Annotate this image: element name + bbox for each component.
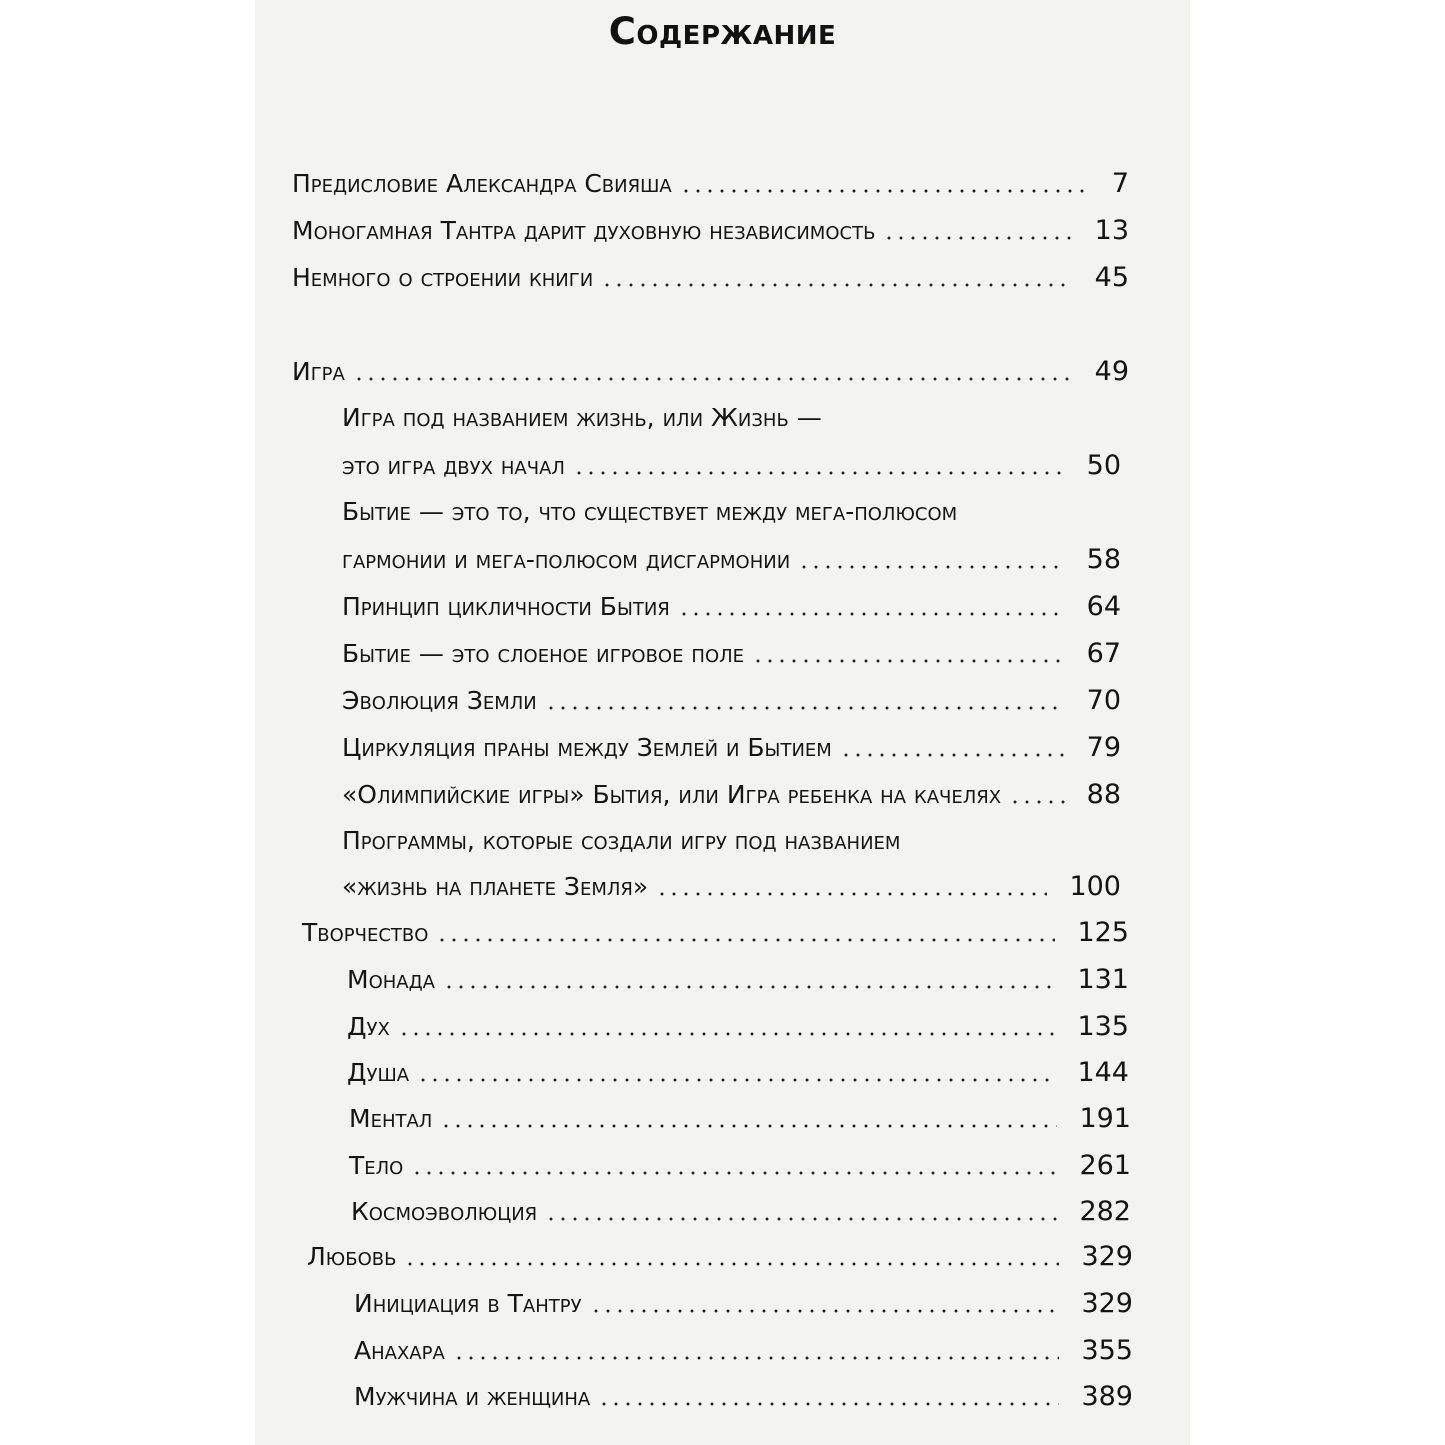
toc-entry-page: 100	[1069, 871, 1121, 902]
toc-entry[interactable]	[342, 640, 1121, 667]
toc-entry-title: Душа	[347, 1058, 410, 1087]
dot-leader	[436, 938, 1055, 942]
toc-entry-title: Бытие — это слоеное игровое поле	[342, 639, 745, 668]
toc-entry-title: Мужчина и женщина	[354, 1382, 591, 1411]
contents-heading: Содержание	[608, 10, 837, 53]
toc-entry-title-line1: Игра под названием жизнь, или Жизнь —	[342, 403, 822, 432]
toc-entry[interactable]	[354, 1383, 1133, 1410]
dot-leader	[883, 236, 1072, 240]
toc-entry[interactable]	[351, 1198, 1131, 1225]
dot-leader	[453, 1356, 1060, 1360]
dot-leader	[440, 1124, 1057, 1128]
dot-leader	[590, 1309, 1060, 1313]
toc-entry-title: Предисловие Александра Свияша	[292, 169, 672, 198]
toc-entry[interactable]	[292, 358, 1129, 385]
toc-entry-title: Игра	[292, 357, 345, 386]
toc-entry[interactable]	[342, 734, 1121, 761]
dot-leader	[1009, 800, 1065, 804]
toc-entry-title: Монада	[347, 965, 435, 994]
toc-entry-title: Дух	[347, 1012, 390, 1041]
toc-entry-page: 88	[1086, 779, 1121, 810]
toc-entry[interactable]	[342, 546, 1121, 573]
dot-leader	[411, 1171, 1057, 1175]
toc-entry[interactable]	[354, 1337, 1133, 1364]
toc-entry-page: 135	[1077, 1011, 1129, 1042]
toc-entry-page: 45	[1094, 262, 1129, 293]
dot-leader	[443, 985, 1055, 989]
toc-entry[interactable]	[349, 1105, 1131, 1132]
toc-entry[interactable]	[347, 966, 1129, 993]
toc-entry-title: Моногамная Тантра дарит духовную независимость	[292, 216, 876, 245]
toc-entry[interactable]	[342, 452, 1121, 479]
toc-entry-title: Инициация в Тантру	[354, 1289, 582, 1318]
toc-entry-page: 144	[1077, 1057, 1129, 1088]
toc-entry-page: 191	[1079, 1103, 1131, 1134]
dot-leader	[545, 1217, 1057, 1221]
toc-entry[interactable]	[292, 217, 1129, 244]
toc-entry[interactable]	[342, 873, 1121, 900]
toc-entry-page: 64	[1086, 591, 1121, 622]
toc-entry[interactable]	[342, 687, 1121, 714]
toc-entry-title-line1: Бытие — это то, что существует между мега-полюсом	[342, 497, 958, 526]
toc-entry-page: 50	[1086, 450, 1121, 481]
dot-leader	[353, 377, 1073, 381]
dot-leader	[573, 471, 1065, 475]
toc-entry-title: Циркуляция праны между Землей и Бытием	[342, 733, 832, 762]
dot-leader	[798, 565, 1064, 569]
toc-entry-title: «Олимпийские игры» Бытия, или Игра ребенка на качелях	[342, 780, 1002, 809]
toc-entry-title: Немного о строении книги	[292, 263, 594, 292]
toc-entry-page: 67	[1086, 638, 1121, 669]
toc-entry-title: гармонии и мега-полюсом дисгармонии	[342, 545, 791, 574]
toc-entry-title: Любовь	[307, 1242, 397, 1271]
dot-leader	[598, 1402, 1059, 1406]
toc-entry-page: 13	[1094, 215, 1129, 246]
dot-leader	[398, 1032, 1056, 1036]
toc-entry[interactable]	[302, 919, 1129, 946]
toc-entry-title: Космоэволюция	[351, 1197, 538, 1226]
toc-entry-title: Принцип цикличности Бытия	[342, 592, 670, 621]
toc-entry-page: 355	[1081, 1335, 1133, 1366]
dot-leader	[752, 659, 1065, 663]
toc-entry-title: Тело	[349, 1151, 404, 1180]
toc-entry-title: это игра двух начал	[342, 451, 565, 480]
toc-entry-page: 282	[1079, 1196, 1131, 1227]
toc-entry[interactable]	[347, 1013, 1129, 1040]
dot-leader	[840, 753, 1065, 757]
toc-entry[interactable]	[342, 593, 1121, 620]
toc-entry[interactable]	[307, 1243, 1133, 1270]
dot-leader	[404, 1262, 1059, 1266]
dot-leader	[417, 1078, 1055, 1082]
toc-entry[interactable]	[354, 1290, 1133, 1317]
toc-entry[interactable]	[349, 1152, 1131, 1179]
toc-entry-page: 329	[1081, 1241, 1133, 1272]
toc-entry-title: Творчество	[302, 918, 429, 947]
toc-entry[interactable]	[292, 170, 1129, 197]
toc-entry-title: «жизнь на планете Земля»	[342, 872, 649, 901]
toc-entry-title: Ментал	[349, 1104, 433, 1133]
toc-entry[interactable]	[347, 1059, 1129, 1086]
dot-leader	[601, 283, 1072, 287]
toc-entry-title: Эволюция Земли	[342, 686, 537, 715]
toc-entry-page: 125	[1077, 917, 1129, 948]
dot-leader	[545, 706, 1065, 710]
toc-entry-page: 7	[1111, 168, 1129, 199]
dot-leader	[678, 612, 1065, 616]
toc-entry-title-line1: Программы, которые создали игру под названием	[342, 826, 901, 855]
toc-entry-page: 70	[1086, 685, 1121, 716]
toc-entry-page: 261	[1079, 1150, 1131, 1181]
toc-entry[interactable]	[292, 264, 1129, 291]
dot-leader	[656, 892, 1047, 896]
toc-entry-page: 49	[1094, 356, 1129, 387]
toc-entry-title: Анахара	[354, 1336, 445, 1365]
toc-entry-page: 79	[1086, 732, 1121, 763]
toc-entry[interactable]	[342, 781, 1121, 808]
toc-entry-page: 329	[1081, 1288, 1133, 1319]
toc-entry-page: 58	[1086, 544, 1121, 575]
book-page	[255, 0, 1190, 1445]
toc-entry-page: 389	[1081, 1381, 1133, 1412]
dot-leader	[680, 189, 1090, 193]
toc-entry-page: 131	[1077, 964, 1129, 995]
